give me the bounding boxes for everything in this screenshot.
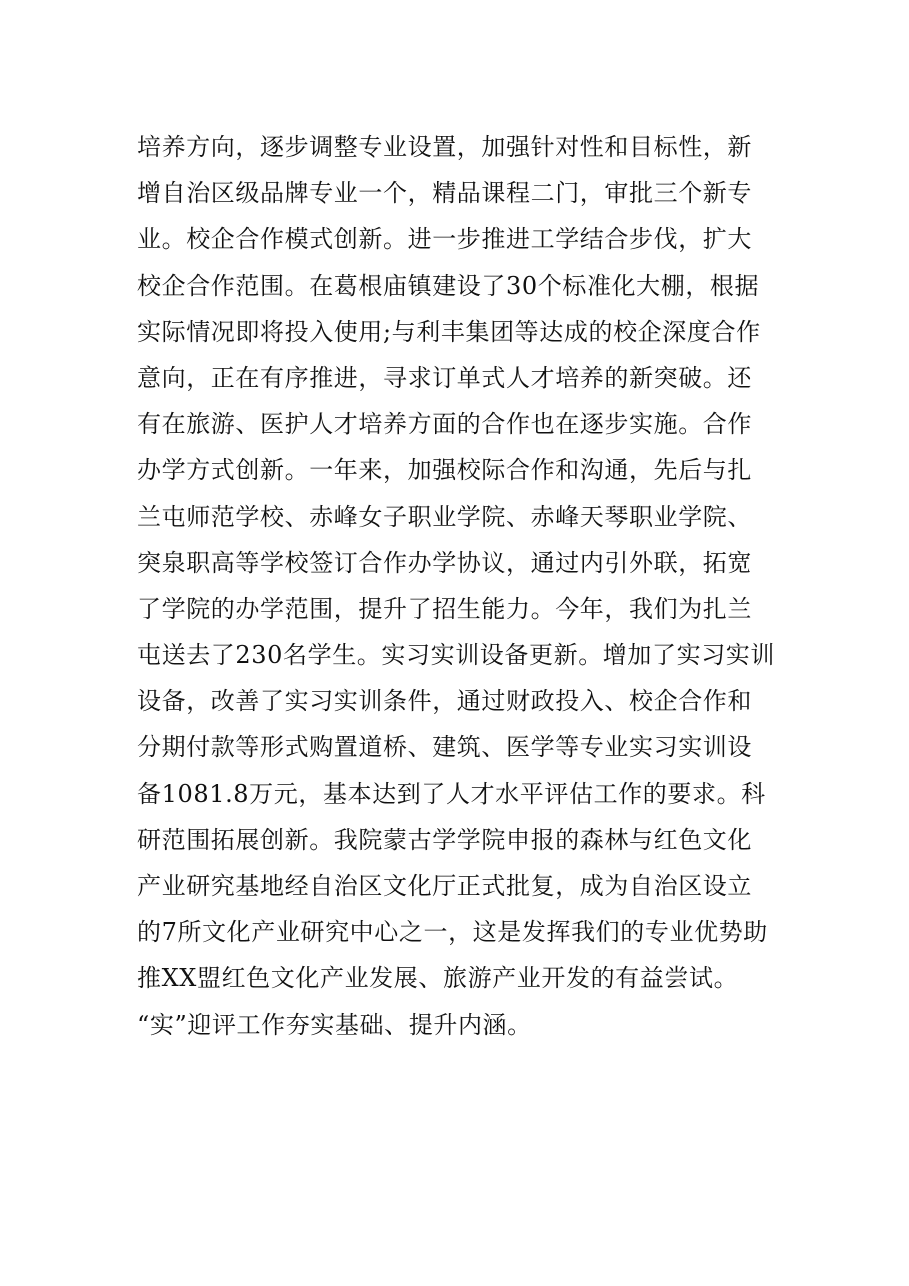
text-line-16: 研范围拓展创新。我院蒙古学学院申报的森林与红色文化 bbox=[137, 825, 752, 854]
text-line-13: 设备，改善了实习实训条件，通过财政投入、校企合作和 bbox=[137, 687, 752, 716]
text-line-17: 产业研究基地经自治区文化厅正式批复，成为自治区设立 bbox=[137, 872, 752, 900]
text-line-6: 意向，正在有序推进，寻求订单式人才培养的新突破。还 bbox=[137, 363, 752, 392]
text-line-8: 办学方式创新。一年来，加强校际合作和沟通，先后与扎 bbox=[137, 456, 752, 485]
text-line-19: 推XX盟红色文化产业发展、旅游产业开发的有益尝试。 bbox=[137, 964, 739, 993]
text-line-3: 业。校企合作模式创新。进一步推进工学结合步伐，扩大 bbox=[137, 225, 752, 254]
text-line-4: 校企合作范围。在葛根庙镇建设了30个标准化大棚，根据 bbox=[137, 271, 760, 300]
text-line-2: 增自治区级品牌专业一个，精品课程二门，审批三个新专 bbox=[137, 179, 752, 208]
text-line-15: 备1081.8万元，基本达到了人才水平评估工作的要求。科 bbox=[137, 779, 766, 808]
text-line-18: 的7所文化产业研究中心之一，这是发挥我们的专业优势助 bbox=[137, 918, 768, 947]
text-line-5: 实际情况即将投入使用;与利丰集团等达成的校企深度合作 bbox=[137, 317, 761, 346]
text-line-10: 突泉职高等学校签订合作办学协议，通过内引外联，拓宽 bbox=[137, 548, 752, 577]
text-line-7: 有在旅游、医护人才培养方面的合作也在逐步实施。合作 bbox=[137, 410, 752, 439]
text-line-9: 兰屯师范学校、赤峰女子职业学院、赤峰天琴职业学院、 bbox=[137, 502, 752, 531]
text-line-20: “实”迎评工作夯实基础、提升内涵。 bbox=[137, 1010, 532, 1039]
text-line-14: 分期付款等形式购置道桥、建筑、医学等专业实习实训设 bbox=[137, 733, 752, 762]
text-line-1: 培养方向，逐步调整专业设置，加强针对性和目标性，新 bbox=[137, 133, 752, 161]
text-line-12: 屯送去了230名学生。实习实训设备更新。增加了实习实训 bbox=[137, 641, 776, 670]
body-text bbox=[137, 124, 777, 1048]
text-line-11: 了学院的办学范围，提升了招生能力。今年，我们为扎兰 bbox=[137, 594, 752, 623]
